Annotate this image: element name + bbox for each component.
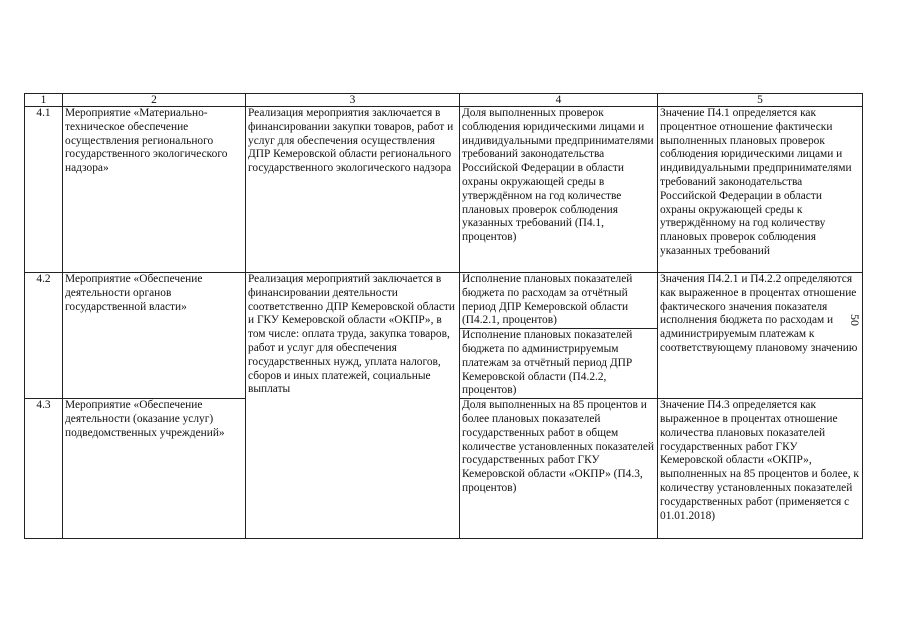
table-row	[25, 107, 863, 273]
indicator-cell: Доля выполненных на 85 процентов и более плановых показателей государственных работ в общем количестве установленных показателей государственных работ ГКУ Кемеровской области «ОКПР» (П4.3, процентов)	[460, 399, 658, 539]
row-number: 4.1	[25, 107, 63, 273]
header-col-2: 2	[63, 94, 246, 107]
indicator-cell	[460, 273, 658, 399]
method-cell: Значение П4.1 определяется как процентное отношение фактически выполненных плановых проверок соблюдения юридическими лицами и индивидуальными предпринимателями требований законодательства Российской Федерации в области охраны окружающей среды к утверждённому на год количеству плановых проверок соблюдения указанных требований	[658, 107, 863, 273]
method-cell: Значения П4.2.1 и П4.2.2 определяются как выраженное в процентах отношение фактического значения показателя исполнения бюджета по расходам и администрируемым платежам к соответствующему плановому значению	[658, 273, 863, 399]
description-cell: Реализация мероприятия заключается в финансировании закупки товаров, работ и услуг для обеспечения осуществления ДПР Кемеровской области регионального государственного экологического надзора	[246, 107, 460, 273]
page-number: 50	[848, 314, 862, 326]
header-col-3: 3	[246, 94, 460, 107]
indicator-p4-2-2: Исполнение плановых показателей бюджета по администрируемым платежам за отчётный период ДПР Кемеровской области (П4.2.2, процентов)	[460, 328, 657, 398]
activity-cell: Мероприятие «Обеспечение деятельности органов государственной власти»	[63, 273, 246, 399]
row-number: 4.2	[25, 273, 63, 399]
activity-cell: Мероприятие «Материально-техническое обеспечение осуществления регионального государственного экологического надзора»	[63, 107, 246, 273]
description-cell: Реализация мероприятий заключается в финансировании деятельности соответственно ДПР Кемеровской области и ГКУ Кемеровской области «ОКПР», в том числе: оплата труда, закупка товаров, работ и услуг для обеспечения государственных нужд, уплата налогов, сборов и иных платежей, социальные выплаты	[246, 273, 460, 539]
header-col-4: 4	[460, 94, 658, 107]
header-col-5: 5	[658, 94, 863, 107]
program-activities-table	[24, 93, 863, 539]
indicator-cell: Доля выполненных проверок соблюдения юридическими лицами и индивидуальными предпринимателями требований законодательства Российской Федерации в области охраны окружающей среды в утверждённом на год количестве плановых проверок соблюдения указанных требований (П4.1, процентов)	[460, 107, 658, 273]
method-cell: Значение П4.3 определяется как выраженное в процентах отношение количества плановых показателей государственных работ ГКУ Кемеровской области «ОКПР», выполненных на 85 процентов и более, к количеству установленных показателей государственных работ (применяется с 01.01.2018)	[658, 399, 863, 539]
activity-cell: Мероприятие «Обеспечение деятельности (оказание услуг) подведомственных учреждений»	[63, 399, 246, 539]
row-number: 4.3	[25, 399, 63, 539]
table-header-row	[25, 94, 863, 107]
header-col-1: 1	[25, 94, 63, 107]
table-row	[25, 273, 863, 399]
indicator-p4-2-1: Исполнение плановых показателей бюджета по расходам за отчётный период ДПР Кемеровской области (П4.2.1, процентов)	[462, 273, 633, 327]
